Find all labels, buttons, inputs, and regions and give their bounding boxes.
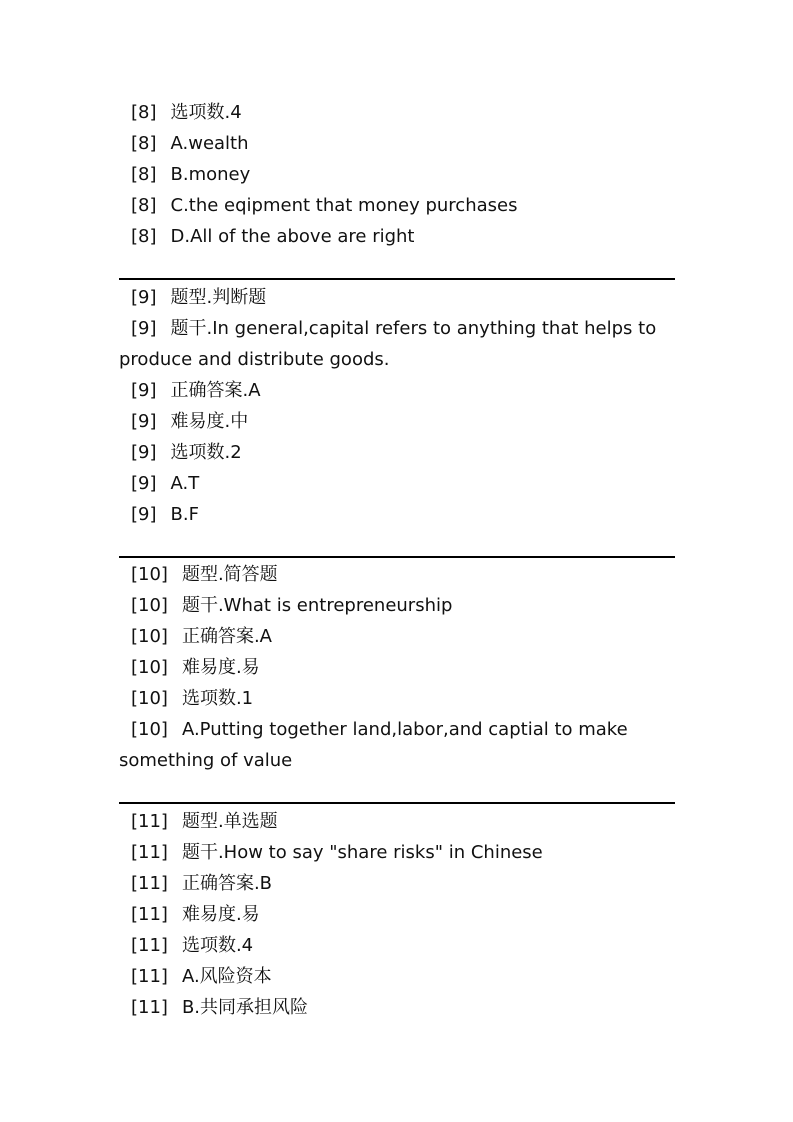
q10-difficulty: [119, 652, 675, 683]
line-number: [9]: [131, 380, 157, 401]
line-text: 题型.判断题: [170, 287, 267, 308]
line-text: 正确答案.A: [181, 626, 272, 647]
line-number: [11]: [131, 997, 168, 1018]
line-text: A.风险资本: [181, 966, 272, 987]
line-number: [11]: [131, 811, 168, 832]
section-divider: [119, 556, 675, 558]
line-number: [9]: [131, 411, 157, 432]
line-number: [10]: [131, 657, 168, 678]
q11-option-count: [119, 930, 675, 961]
line-number: [8]: [131, 133, 157, 154]
q10-type: [119, 559, 675, 590]
line-text: 选项数.4: [181, 935, 254, 956]
line-number: [9]: [131, 473, 157, 494]
line-number: [9]: [131, 442, 157, 463]
line-number: [9]: [131, 287, 157, 308]
section-divider: [119, 278, 675, 280]
line-text: B.共同承担风险: [181, 997, 309, 1018]
line-number: [8]: [131, 102, 157, 123]
line-text: 难易度.易: [181, 657, 260, 678]
q9-option-count: [119, 437, 675, 468]
line-text: 题型.简答题: [181, 564, 278, 585]
q8-option-count: [119, 97, 675, 128]
line-text: A.Putting together land,labor,and captial to make: [181, 719, 628, 740]
q10-answer: [119, 621, 675, 652]
q10-option-a: [119, 714, 675, 745]
line-number: [10]: [131, 719, 168, 740]
q10-option-a-continuation: something of value: [119, 750, 293, 771]
line-number: [8]: [131, 195, 157, 216]
question-10-section: [119, 559, 675, 776]
q11-stem: [119, 837, 675, 868]
line-number: [8]: [131, 226, 157, 247]
line-number: [11]: [131, 873, 168, 894]
q9-stem-continuation: produce and distribute goods.: [119, 349, 390, 370]
line-text: 难易度.易: [181, 904, 260, 925]
line-text: B.money: [170, 164, 251, 185]
line-text: 题型.单选题: [181, 811, 278, 832]
q8-option-c: [119, 190, 675, 221]
line-text: B.F: [170, 504, 199, 525]
line-text: 正确答案.B: [181, 873, 273, 894]
line-text: 题干.In general,capital refers to anything that helps to: [170, 318, 657, 339]
line-number: [9]: [131, 504, 157, 525]
line-number: [9]: [131, 318, 157, 339]
q9-option-a: [119, 468, 675, 499]
question-9-section: [119, 282, 675, 530]
line-text: A.wealth: [170, 133, 249, 154]
line-number: [10]: [131, 688, 168, 709]
q11-option-b: [119, 992, 675, 1023]
line-number: [10]: [131, 564, 168, 585]
line-number: [11]: [131, 842, 168, 863]
q9-difficulty: [119, 406, 675, 437]
line-text: 题干.How to say "share risks" in Chinese: [181, 842, 543, 863]
line-number: [8]: [131, 164, 157, 185]
line-text: C.the eqipment that money purchases: [170, 195, 518, 216]
question-11-section: [119, 806, 675, 1023]
line-text: 选项数.2: [170, 442, 242, 463]
q9-type: [119, 282, 675, 313]
line-number: [11]: [131, 904, 168, 925]
line-text: 难易度.中: [170, 411, 249, 432]
line-number: [10]: [131, 626, 168, 647]
q9-answer: [119, 375, 675, 406]
question-8-section: [119, 97, 675, 252]
q11-difficulty: [119, 899, 675, 930]
line-number: [11]: [131, 935, 168, 956]
line-text: 正确答案.A: [170, 380, 261, 401]
section-divider: [119, 802, 675, 804]
q11-option-a: [119, 961, 675, 992]
line-text: A.T: [170, 473, 200, 494]
line-number: [11]: [131, 966, 168, 987]
q10-stem: [119, 590, 675, 621]
q9-option-b: [119, 499, 675, 530]
q8-option-d: [119, 221, 675, 252]
q11-type: [119, 806, 675, 837]
line-text: 选项数.4: [170, 102, 242, 123]
q11-answer: [119, 868, 675, 899]
q8-option-b: [119, 159, 675, 190]
q10-option-count: [119, 683, 675, 714]
line-number: [10]: [131, 595, 168, 616]
line-text: D.All of the above are right: [170, 226, 415, 247]
q9-stem: [119, 313, 675, 344]
q8-option-a: [119, 128, 675, 159]
line-text: 选项数.1: [181, 688, 254, 709]
line-text: 题干.What is entrepreneurship: [181, 595, 453, 616]
